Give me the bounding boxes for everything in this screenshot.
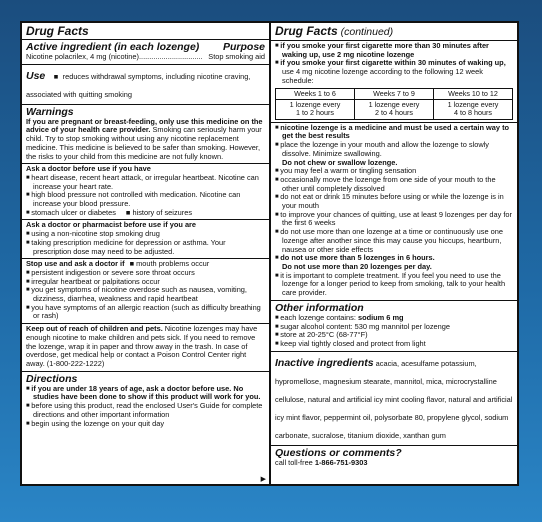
cell-line: 1 lozenge every: [368, 99, 420, 109]
table-cell: [355, 99, 434, 119]
list-item: ■ if you are under 18 years of age, ask a doctor before use. No studies have been done to show if this product will work for you.: [26, 385, 265, 402]
sodium-label: each lozenge contains:: [280, 312, 358, 322]
cell-line: 4 to 8 hours: [454, 108, 492, 118]
list-item: ■ it is important to complete treatment. If you feel you need to use the lozenge for a longer period to keep from smoking, talk to your health care provider.: [275, 272, 513, 298]
list-item: [26, 209, 265, 218]
call-label: call toll-free: [275, 457, 315, 467]
active-ingredient-text: Nicotine polacrilex, 4 mg (nicotine)...............................: [26, 53, 203, 61]
list-item: [275, 59, 513, 85]
cell-line: 1 to 2 hours: [296, 108, 334, 118]
drug-facts-title: Drug Facts: [22, 23, 269, 40]
continued-label: (continued): [337, 26, 394, 38]
list-item: ■ you may feel a warm or tingling sensation: [275, 167, 513, 176]
directions-heading: Directions: [26, 372, 78, 385]
list-item: ■ do not use more than one lozenge at a time or continuously use one lozenge after another since this may cause you hiccups, heartburn, nausea or other side effects: [275, 228, 513, 254]
list-item: ■ high blood pressure not controlled with medication. Nicotine can increase your blood pressure.: [26, 191, 265, 208]
inactive-ingredients-heading: Inactive ingredients: [275, 356, 374, 369]
dosing-schedule-table: [275, 88, 513, 120]
list-item: ■ occasionally move the lozenge from one side of your mouth to the other until completely dissolved: [275, 176, 513, 193]
list-item: ■ taking prescription medicine for depression or asthma. Your prescription dose may need to be adjusted.: [26, 239, 265, 256]
active-ingredient-heading: Active ingredient (in each lozenge): [26, 41, 200, 53]
questions-section: [271, 446, 517, 470]
list-item: [275, 254, 513, 271]
warnings-section: [22, 105, 269, 372]
ask-doctor-subsection: [22, 163, 269, 217]
inline-bullet: ■: [129, 259, 137, 269]
inactive-ingredients-section: [271, 352, 517, 446]
use-text: reduces withdrawal symptoms, including nicotine craving, associated with quitting smoking: [26, 71, 251, 99]
warnings-heading: Warnings: [26, 105, 74, 118]
phone-number: 1-866-751-9303: [314, 457, 368, 467]
seizures-item: history of seizures: [132, 207, 193, 217]
use-heading: Use: [26, 69, 46, 82]
directions-continued-section: [271, 41, 517, 301]
use-bullet: ■: [53, 71, 59, 81]
cell-line: 1 lozenge every: [447, 99, 499, 109]
keep-out-subsection: [22, 323, 269, 369]
continue-arrow-icon: ▶: [260, 476, 266, 483]
pregnant-warning-bold: If you are pregnant or breast-feeding, only use this medicine on the advice of your health care provider.: [26, 116, 263, 135]
place-text: place the lozenge in your mouth and allow the lozenge to slowly dissolve. Minimize swallowing.: [280, 140, 490, 158]
directions-section: [22, 372, 269, 431]
no-chew-text: Do not chew or swallow lozenge.: [282, 157, 398, 167]
list-item: ■ begin using the lozenge on your quit day: [26, 420, 265, 429]
list-item: ■ before using this product, read the enclosed User's Guide for complete directions and other important information: [26, 402, 265, 419]
stop-use-first-item: mouth problems occur: [136, 259, 210, 269]
list-item: ■ do not eat or drink 15 minutes before using or while the lozenge is in your mouth: [275, 193, 513, 210]
drug-facts-panel: [20, 21, 519, 486]
ask-pharmacist-heading: Ask a doctor or pharmacist before use if you are: [26, 220, 197, 230]
list-item: ■ persistent indigestion or severe sore throat occurs: [26, 269, 265, 278]
stop-use-heading: Stop use and ask a doctor if: [26, 259, 125, 269]
table-cell: [434, 99, 513, 119]
list-item: ■ irregular heartbeat or palpitations occur: [26, 278, 265, 287]
inactive-ingredients-text: acacia, acesulfame potassium, hypromellose, magnesium stearate, mannitol, mica, microcrystalline cellulose, natural and artificial icy mint cooling flavor, natural and artificial icy mint flavor, peppermint oil, polysorbate 80, propylene glycol, sodium carbonate, sucralose, titanium dioxide, xanthan gum: [275, 358, 513, 440]
list-item: ■ you have symptoms of an allergic reaction (such as difficulty breathing or rash): [26, 304, 265, 321]
purpose-text: Stop smoking aid: [208, 53, 265, 61]
list-item: ■ you get symptoms of nicotine overdose such as nausea, vomiting, dizziness, diarrhea, weakness and rapid heartbeat: [26, 286, 265, 303]
stop-use-subsection: [22, 258, 269, 321]
list-item: ■ store at 20-25°C (68-77°F): [275, 331, 513, 340]
list-item: ■ nicotine lozenge is a medicine and must be used a certain way to get the best results: [275, 124, 513, 141]
purpose-heading: Purpose: [222, 41, 265, 53]
drug-facts-continued-title: [271, 23, 517, 41]
list-item: ■ sugar alcohol content: 530 mg mannitol per lozenge: [275, 323, 513, 332]
within-30-bold: if you smoke your first cigarette within 30 minutes of waking up,: [280, 58, 506, 68]
table-cell: [276, 99, 355, 119]
active-ingredient-section: [22, 40, 269, 65]
right-column: [271, 23, 517, 484]
sodium-value: sodium 6 mg: [357, 312, 404, 322]
ask-pharmacist-subsection: [22, 219, 269, 256]
cell-line: 1 lozenge every: [289, 99, 341, 109]
max-20-text: Do not use more than 20 lozenges per day.: [282, 261, 432, 271]
list-item: ■ if you smoke your first cigarette more than 30 minutes after waking up, use 2 mg nicotine lozenge: [275, 42, 513, 59]
other-information-heading: Other information: [275, 301, 364, 314]
cell-line: 2 to 4 hours: [375, 108, 413, 118]
table-header: Weeks 7 to 9: [355, 88, 434, 99]
keep-out-text: Nicotine lozenges may have enough nicotine to make children and pets sick. If you need to remove the lozenge, wrap it in paper and throw away in the trash. In case of overdose, get medical help or contact a Poison Control Center right away. (1-800-222-1222): [26, 324, 258, 368]
list-item: ■ using a non-nicotine stop smoking drug: [26, 230, 265, 239]
list-item: ■ to improve your chances of quitting, use at least 9 lozenges per day for the first 6 weeks: [275, 211, 513, 228]
use-section: [22, 65, 269, 105]
stomach-ulcer-item: stomach ulcer or diabetes: [31, 207, 116, 217]
inline-bullet: ■: [125, 207, 133, 217]
table-header: Weeks 1 to 6: [276, 88, 355, 99]
ask-doctor-heading: Ask a doctor before use if you have: [26, 164, 151, 174]
list-item: [275, 141, 513, 167]
pregnant-warning-text: Smoking can seriously harm your child. Try to stop smoking without using any nicotine replacement medicine. This medicine is believed to be safer than smoking. However, the risks to your child from this medicine are not fully known.: [26, 125, 262, 161]
left-column: [22, 23, 271, 484]
questions-heading: Questions or comments?: [275, 446, 402, 459]
table-header: Weeks 10 to 12: [434, 88, 513, 99]
title-text: Drug Facts: [275, 24, 338, 38]
within-30-text: use 4 mg nicotine lozenge according to the following 12 week schedule:: [282, 67, 483, 85]
max-5-text: do not use more than 5 lozenges in 6 hours.: [280, 253, 435, 263]
other-information-section: [271, 301, 517, 352]
list-item: ■ keep vial tightly closed and protect from light: [275, 340, 513, 349]
keep-out-bold: Keep out of reach of children and pets.: [26, 324, 163, 334]
list-item: ■ heart disease, recent heart attack, or irregular heartbeat. Nicotine can increase your heart rate.: [26, 174, 265, 191]
